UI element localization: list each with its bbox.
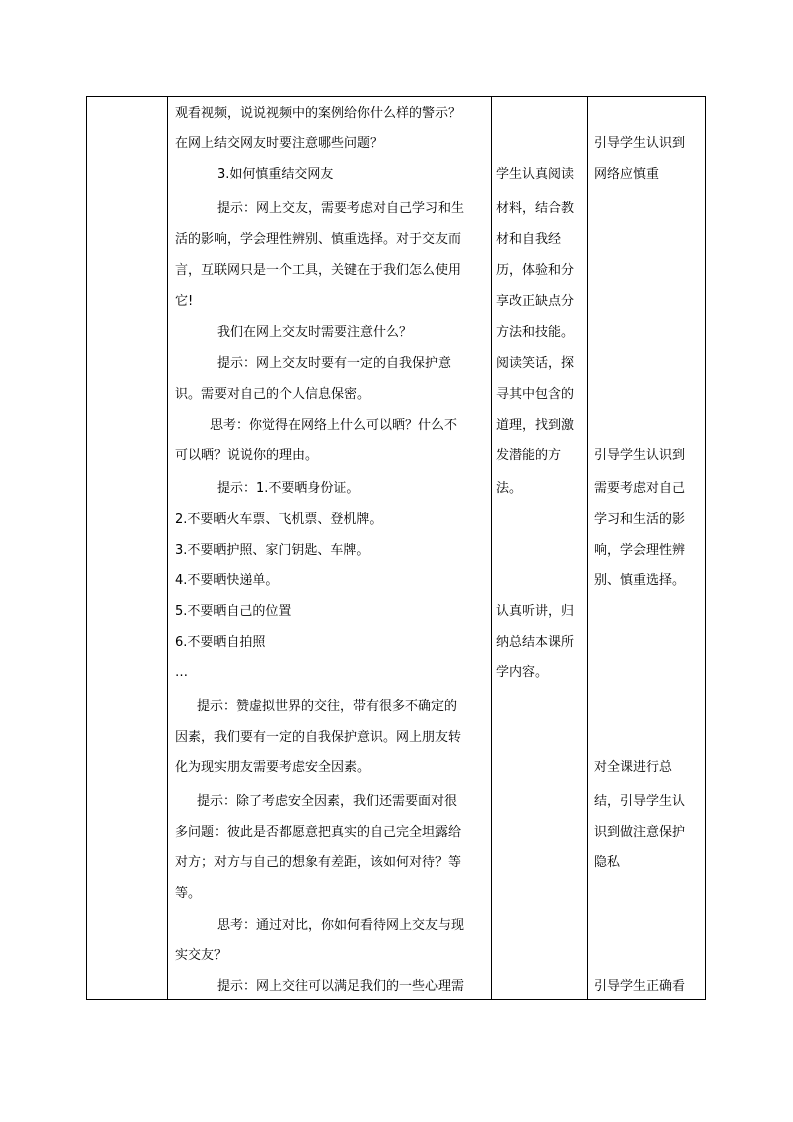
content-line: 在网上结交网友时要注意哪些问题？ bbox=[175, 136, 384, 151]
activity-line: 阅读笑话，探 bbox=[496, 356, 575, 371]
content-line: 活的影响，学会理性辨别、慎重选择。对于交友而 bbox=[175, 232, 462, 247]
content-line: 等。 bbox=[175, 886, 202, 901]
content-line: 提示：网上交往可以满足我们的一些心理需 bbox=[217, 979, 465, 994]
content-line: 它! bbox=[175, 294, 194, 309]
activity-line: 享改正缺点分 bbox=[496, 294, 575, 309]
activity-line: 方法和技能。 bbox=[496, 325, 575, 340]
intent-line: 网络应慎重 bbox=[594, 167, 660, 182]
student-activity-cell bbox=[492, 97, 587, 999]
blank-column-cell bbox=[87, 97, 167, 999]
content-line: 2.不要晒火车票、飞机票、登机牌。 bbox=[175, 512, 383, 527]
activity-line: 纳总结本课所 bbox=[496, 635, 575, 650]
activity-line: 学生认真阅读 bbox=[496, 167, 575, 182]
intent-line: 学习和生活的影 bbox=[594, 512, 686, 527]
intent-line: 对全课进行总 bbox=[594, 760, 673, 775]
content-line: 3.如何慎重结交网友 bbox=[217, 167, 334, 182]
activity-line: 寻其中包含的 bbox=[496, 387, 575, 402]
content-line: 思考：通过对比，你如何看待网上交友与现 bbox=[217, 918, 465, 933]
intent-line: 需要考虑对自己 bbox=[594, 481, 686, 496]
activity-line: 法。 bbox=[496, 481, 523, 496]
content-line: 6.不要晒自拍照 bbox=[175, 635, 266, 650]
lesson-table bbox=[86, 96, 706, 1000]
activity-line: 历，体验和分 bbox=[496, 263, 575, 278]
content-line: 实交友？ bbox=[175, 948, 228, 963]
intent-line: 识到做注意保护 bbox=[594, 825, 686, 840]
content-line: 提示：1.不要晒身份证。 bbox=[217, 481, 360, 496]
content-line: 5.不要晒自己的位置 bbox=[175, 604, 292, 619]
content-line: 言，互联网只是一个工具，关键在于我们怎么使用 bbox=[175, 263, 462, 278]
intent-line: 结，引导学生认 bbox=[594, 794, 686, 809]
content-line: 识。需要对自己的个人信息保密。 bbox=[175, 387, 371, 402]
intent-line: 隐私 bbox=[594, 855, 621, 870]
activity-line: 材料，结合教 bbox=[496, 201, 575, 216]
intent-line: 别、慎重选择。 bbox=[594, 573, 686, 588]
intent-line: 引导学生认识到 bbox=[594, 448, 686, 463]
content-line: 3.不要晒护照、家门钥匙、车牌。 bbox=[175, 543, 370, 558]
content-line: 提示：赞虚拟世界的交往，带有很多不确定的 bbox=[197, 699, 458, 714]
content-line: 化为现实朋友需要考虑安全因素。 bbox=[175, 760, 371, 775]
activity-line: 认真听讲，归 bbox=[496, 604, 575, 619]
lesson-content-cell bbox=[168, 97, 491, 999]
content-line: 对方；对方与自己的想象有差距，该如何对待？等 bbox=[175, 855, 462, 870]
content-line: 多问题：彼此是否都愿意把真实的自己完全坦露给 bbox=[175, 825, 462, 840]
content-line: 4.不要晒快递单。 bbox=[175, 573, 279, 588]
content-line: 因素，我们要有一定的自我保护意识。网上朋友转 bbox=[175, 730, 462, 745]
content-line: 可以晒？说说你的理由。 bbox=[175, 448, 319, 463]
activity-line: 材和自我经 bbox=[496, 232, 562, 247]
intent-line: 引导学生认识到 bbox=[594, 136, 686, 151]
content-line: … bbox=[175, 665, 188, 680]
content-line: 我们在网上交友时需要注意什么？ bbox=[217, 325, 413, 340]
activity-line: 道理，找到激 bbox=[496, 418, 575, 433]
content-line: 提示：网上交友时要有一定的自我保护意 bbox=[217, 356, 452, 371]
content-line: 提示：网上交友，需要考虑对自己学习和生 bbox=[217, 201, 465, 216]
activity-line: 学内容。 bbox=[496, 665, 549, 680]
content-line: 思考：你觉得在网络上什么可以晒？什么不 bbox=[210, 418, 458, 433]
design-intent-cell bbox=[588, 97, 707, 999]
intent-line: 响，学会理性辨 bbox=[594, 543, 686, 558]
intent-line: 引导学生正确看 bbox=[594, 979, 686, 994]
content-line: 观看视频，说说视频中的案例给你什么样的警示？ bbox=[175, 106, 462, 121]
activity-line: 发潜能的方 bbox=[496, 448, 562, 463]
content-line: 提示：除了考虑安全因素，我们还需要面对很 bbox=[197, 794, 458, 809]
